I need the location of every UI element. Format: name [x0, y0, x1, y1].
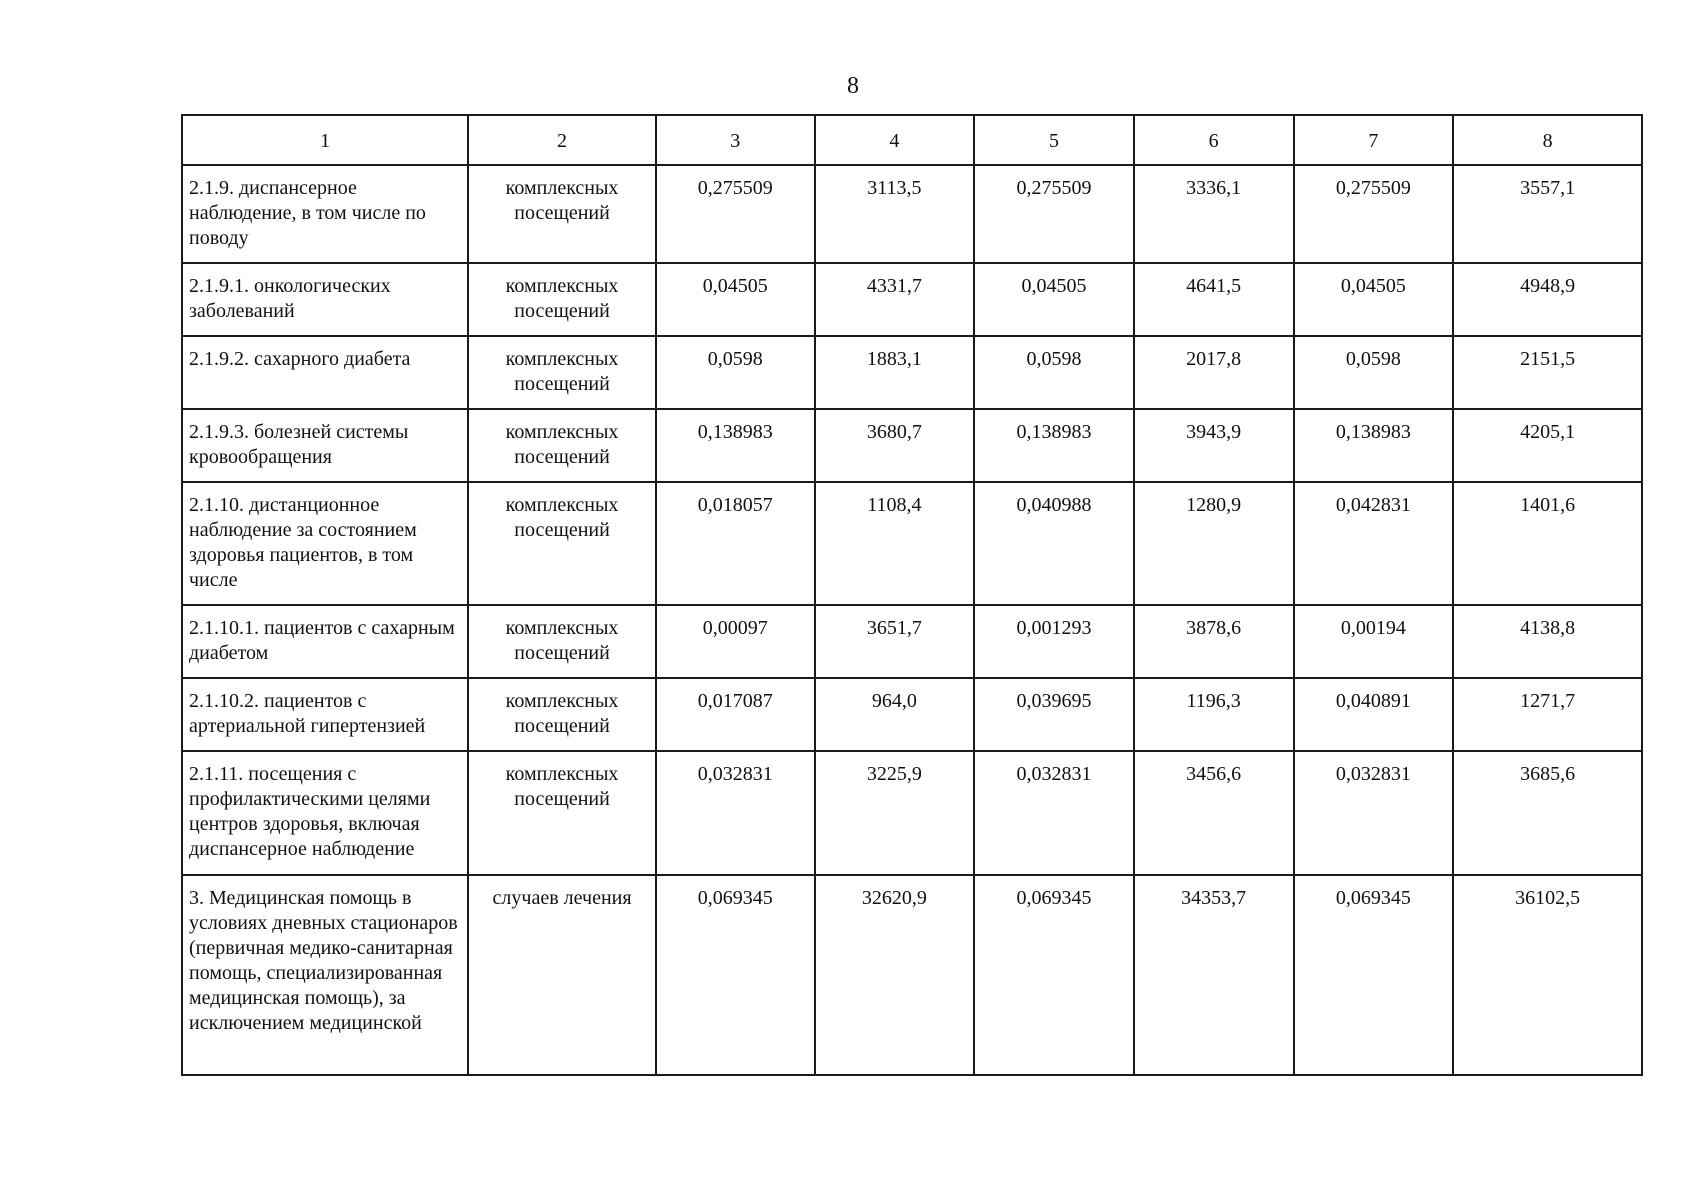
header-row: [182, 115, 1642, 165]
row-value: 0,00194: [1294, 605, 1454, 678]
row-unit: комплексных посещений: [468, 751, 656, 875]
row-value: 0,00097: [656, 605, 815, 678]
row-value: 3943,9: [1134, 409, 1294, 482]
row-value: 0,0598: [974, 336, 1134, 409]
row-value: 1883,1: [815, 336, 975, 409]
table-row: [182, 751, 1642, 875]
column-header: 5: [974, 115, 1134, 165]
column-header: 6: [1134, 115, 1294, 165]
row-value: 0,275509: [656, 165, 815, 263]
row-value: 0,017087: [656, 678, 815, 751]
row-name: 2.1.9. диспансерное наблюдение, в том числе по поводу: [182, 165, 468, 263]
row-value: 1196,3: [1134, 678, 1294, 751]
page-number: 8: [847, 73, 859, 99]
column-header: 1: [182, 115, 468, 165]
data-table: [181, 114, 1643, 1076]
row-value: 3557,1: [1453, 165, 1642, 263]
row-value: 964,0: [815, 678, 975, 751]
row-value: 1108,4: [815, 482, 975, 605]
column-header: 7: [1294, 115, 1454, 165]
row-name: 2.1.10.1. пациентов с сахарным диабетом: [182, 605, 468, 678]
row-value: 1280,9: [1134, 482, 1294, 605]
table-row: [182, 482, 1642, 605]
row-value: 0,032831: [974, 751, 1134, 875]
table-row: [182, 336, 1642, 409]
row-value: 0,069345: [974, 875, 1134, 1075]
row-value: 3336,1: [1134, 165, 1294, 263]
row-unit: комплексных посещений: [468, 165, 656, 263]
row-value: 4948,9: [1453, 263, 1642, 336]
row-value: 4641,5: [1134, 263, 1294, 336]
row-name: 2.1.9.3. болезней системы кровообращения: [182, 409, 468, 482]
row-value: 1271,7: [1453, 678, 1642, 751]
row-value: 0,04505: [974, 263, 1134, 336]
row-value: 0,069345: [656, 875, 815, 1075]
row-value: 3225,9: [815, 751, 975, 875]
row-value: 2017,8: [1134, 336, 1294, 409]
row-unit: случаев лечения: [468, 875, 656, 1075]
row-name: 2.1.10. дистанционное наблюдение за состоянием здоровья пациентов, в том числе: [182, 482, 468, 605]
table-row: [182, 165, 1642, 263]
row-unit: комплексных посещений: [468, 605, 656, 678]
row-value: 3113,5: [815, 165, 975, 263]
row-value: 0,069345: [1294, 875, 1454, 1075]
row-value: 2151,5: [1453, 336, 1642, 409]
row-value: 3456,6: [1134, 751, 1294, 875]
row-value: 0,04505: [1294, 263, 1454, 336]
row-value: 32620,9: [815, 875, 975, 1075]
row-value: 0,0598: [656, 336, 815, 409]
row-value: 0,032831: [656, 751, 815, 875]
row-value: 0,039695: [974, 678, 1134, 751]
row-value: 3680,7: [815, 409, 975, 482]
table-row: [182, 875, 1642, 1075]
row-value: 34353,7: [1134, 875, 1294, 1075]
row-value: 1401,6: [1453, 482, 1642, 605]
column-header: 2: [468, 115, 656, 165]
column-header: 8: [1453, 115, 1642, 165]
row-name: 2.1.9.1. онкологических заболеваний: [182, 263, 468, 336]
row-unit: комплексных посещений: [468, 678, 656, 751]
row-value: 0,042831: [1294, 482, 1454, 605]
table-row: [182, 263, 1642, 336]
row-value: 0,040891: [1294, 678, 1454, 751]
row-value: 4205,1: [1453, 409, 1642, 482]
row-value: 0,138983: [1294, 409, 1454, 482]
row-unit: комплексных посещений: [468, 409, 656, 482]
table-row: [182, 409, 1642, 482]
row-value: 36102,5: [1453, 875, 1642, 1075]
row-unit: комплексных посещений: [468, 482, 656, 605]
row-value: 0,275509: [974, 165, 1134, 263]
row-name: 2.1.10.2. пациентов с артериальной гипертензией: [182, 678, 468, 751]
table-row: [182, 605, 1642, 678]
row-value: 0,138983: [656, 409, 815, 482]
row-unit: комплексных посещений: [468, 263, 656, 336]
row-name: 2.1.11. посещения с профилактическими целями центров здоровья, включая диспансерное наблюдение: [182, 751, 468, 875]
row-value: 0,001293: [974, 605, 1134, 678]
row-name: 3. Медицинская помощь в условиях дневных стационаров (первичная медико-санитарная помощь, специализированная медицинская помощь), за исключением медицинской: [182, 875, 468, 1075]
row-value: 4331,7: [815, 263, 975, 336]
row-value: 0,138983: [974, 409, 1134, 482]
table-row: [182, 678, 1642, 751]
column-header: 4: [815, 115, 975, 165]
row-value: 0,032831: [1294, 751, 1454, 875]
row-value: 0,04505: [656, 263, 815, 336]
row-value: 0,040988: [974, 482, 1134, 605]
row-value: 0,275509: [1294, 165, 1454, 263]
row-value: 3685,6: [1453, 751, 1642, 875]
row-value: 3878,6: [1134, 605, 1294, 678]
column-header: 3: [656, 115, 815, 165]
row-name: 2.1.9.2. сахарного диабета: [182, 336, 468, 409]
row-value: 0,018057: [656, 482, 815, 605]
row-value: 0,0598: [1294, 336, 1454, 409]
row-value: 3651,7: [815, 605, 975, 678]
row-value: 4138,8: [1453, 605, 1642, 678]
row-unit: комплексных посещений: [468, 336, 656, 409]
